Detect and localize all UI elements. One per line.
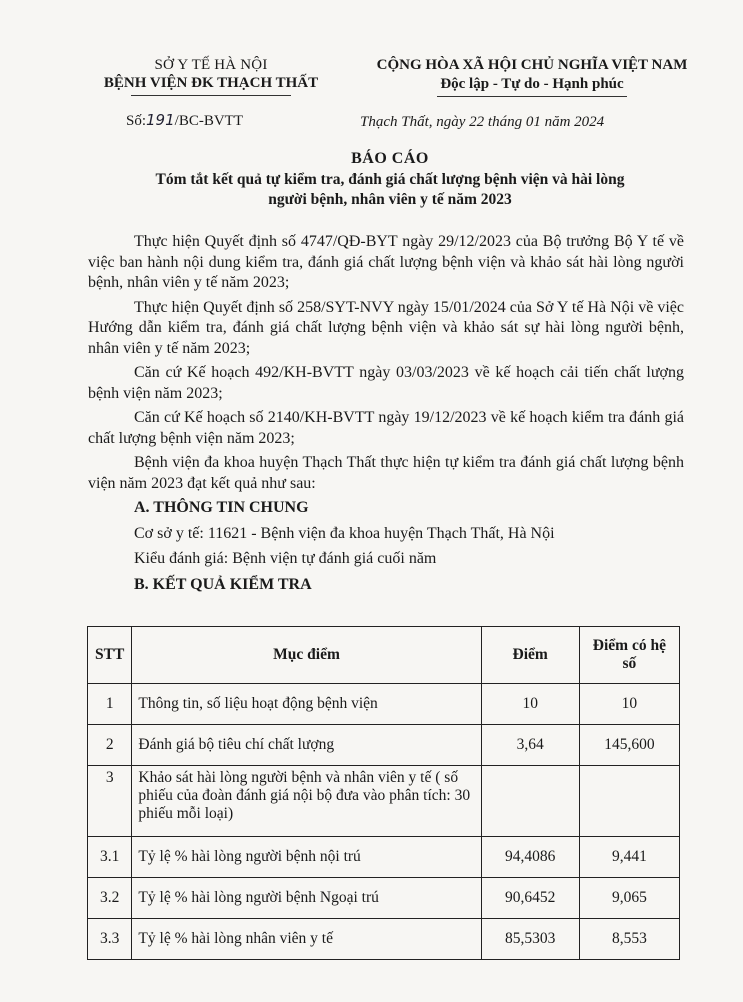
header-left-underline <box>131 95 291 96</box>
country-name: CỘNG HÒA XÃ HỘI CHỦ NGHĨA VIỆT NAM <box>376 57 688 73</box>
cell-diem: 85,5303 <box>481 919 579 960</box>
col-header-stt: STT <box>88 627 132 684</box>
cell-diem: 10 <box>481 684 579 725</box>
paragraph: Thực hiện Quyết định số 258/SYT-NVY ngày 15/01/2024 của Sở Y tế Hà Nội về việc Hướng dẫn kiểm tra, đánh giá chất lượng bệnh viện và khảo sát sự hài lòng người bệnh, nhân viên y tế năm 2023; <box>88 298 684 357</box>
cell-muc: Khảo sát hài lòng người bệnh và nhân viên y tế ( số phiếu của đoàn đánh giá nội bộ đưa vào phân tích: 30 phiếu mỗi loại) <box>132 766 481 837</box>
cell-diem <box>481 766 579 837</box>
cell-stt: 3.2 <box>88 878 132 919</box>
cell-muc: Tỷ lệ % hài lòng người bệnh nội trú <box>132 837 481 878</box>
cell-stt: 1 <box>88 684 132 725</box>
title-main: BÁO CÁO <box>351 150 429 167</box>
cell-stt: 2 <box>88 725 132 766</box>
report-body <box>88 232 684 600</box>
cell-he-so: 9,441 <box>579 837 679 878</box>
section-b-heading: B. KẾT QUẢ KIỂM TRA <box>134 575 312 593</box>
cell-he-so <box>579 766 679 837</box>
title-sub-2: người bệnh, nhân viên y tế năm 2023 <box>268 191 512 208</box>
col-header-he-so: Điểm có hệ số <box>579 627 679 684</box>
cell-muc: Đánh giá bộ tiêu chí chất lượng <box>132 725 481 766</box>
title-sub-1: Tóm tắt kết quả tự kiểm tra, đánh giá chất lượng bệnh viện và hài lòng <box>155 171 625 188</box>
table-row <box>88 766 680 837</box>
cell-muc: Thông tin, số liệu hoạt động bệnh viện <box>132 684 481 725</box>
cell-he-so: 10 <box>579 684 679 725</box>
paragraph: Căn cứ Kế hoạch 492/KH-BVTT ngày 03/03/2023 về kế hoạch cải tiến chất lượng bệnh viện năm 2023; <box>88 364 684 402</box>
cell-diem: 90,6452 <box>481 878 579 919</box>
table-row <box>88 725 680 766</box>
so-suffix: /BC-BVTT <box>174 113 243 129</box>
header-right <box>332 56 732 97</box>
so-number-handwritten: 191 <box>146 111 175 129</box>
report-title <box>90 148 690 210</box>
cell-he-so: 8,553 <box>579 919 679 960</box>
cell-stt: 3.1 <box>88 837 132 878</box>
results-table <box>87 626 680 960</box>
table-row <box>88 878 680 919</box>
cell-he-so: 145,600 <box>579 725 679 766</box>
cell-muc: Tỷ lệ % hài lòng người bệnh Ngoại trú <box>132 878 481 919</box>
cell-diem: 94,4086 <box>481 837 579 878</box>
header-left <box>96 56 326 96</box>
hospital-name: BỆNH VIỆN ĐK THẠCH THẤT <box>103 75 319 91</box>
header-right-underline <box>437 96 627 97</box>
paragraph: Căn cứ Kế hoạch số 2140/KH-BVTT ngày 19/12/2023 về kế hoạch kiểm tra đánh giá chất lượng bệnh viện năm 2023; <box>88 409 684 447</box>
national-motto: Độc lập - Tự do - Hạnh phúc <box>440 76 624 92</box>
table-header-row <box>88 627 680 684</box>
cell-stt: 3 <box>88 766 132 837</box>
col-header-diem: Điểm <box>481 627 579 684</box>
document-date: Thạch Thất, ngày 22 tháng 01 năm 2024 <box>360 114 605 130</box>
table-row <box>88 919 680 960</box>
paragraph: Bệnh viện đa khoa huyện Thạch Thất thực hiện tự kiểm tra đánh giá chất lượng bệnh viện năm 2023 đạt kết quả như sau: <box>88 454 684 492</box>
cell-he-so: 9,065 <box>579 878 679 919</box>
table-row <box>88 837 680 878</box>
table-row <box>88 684 680 725</box>
document-number <box>126 111 243 130</box>
facility-line: Cơ sở y tế: 11621 - Bệnh viện đa khoa huyện Thạch Thất, Hà Nội <box>134 524 555 542</box>
agency-name: SỞ Y TẾ HÀ NỘI <box>154 57 268 73</box>
paragraph: Thực hiện Quyết định số 4747/QĐ-BYT ngày 29/12/2023 của Bộ trưởng Bộ Y tế về việc ban hành nội dung kiểm tra, đánh giá chất lượng bệnh viện và khảo sát hài lòng người bệnh, nhân viên y tế năm 2023; <box>88 233 684 291</box>
cell-stt: 3.3 <box>88 919 132 960</box>
so-label: Số: <box>126 113 147 129</box>
cell-diem: 3,64 <box>481 725 579 766</box>
col-header-muc: Mục điểm <box>132 627 481 684</box>
eval-type-line: Kiểu đánh giá: Bệnh viện tự đánh giá cuối năm <box>134 550 437 567</box>
cell-muc: Tỷ lệ % hài lòng nhân viên y tế <box>132 919 481 960</box>
section-a-heading: A. THÔNG TIN CHUNG <box>134 499 309 516</box>
